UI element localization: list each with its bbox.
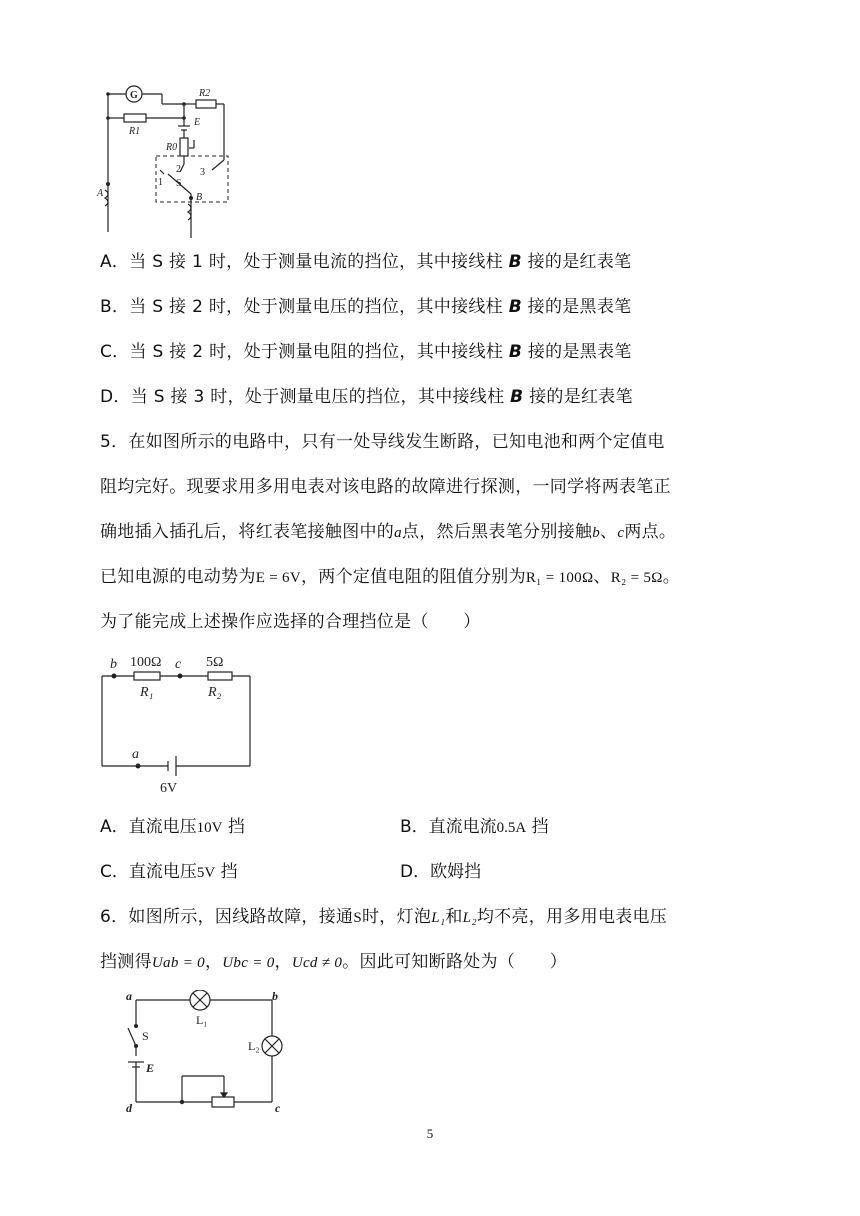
node-b-label: b: [110, 657, 117, 672]
q5-option-a: A．直流电压10V 挡: [100, 817, 245, 837]
terminal-b-label: B: [196, 192, 203, 203]
node-d-label: d: [126, 1101, 132, 1112]
q5-stem-line2: 阻均完好。现要求用多用电表对该电路的故障进行探测，一同学将两表笔正: [100, 477, 671, 497]
r1-label: R1: [129, 126, 141, 137]
switch-s-label: S: [176, 178, 182, 189]
contact-2-label: 2: [176, 164, 181, 175]
q6-stem-line1: 6．如图所示，因线路故障，接通S时，灯泡L₁和L₂均不亮，用多用电表电压: [100, 907, 668, 927]
contact-3-label: 3: [200, 167, 205, 178]
r0-label: R0: [166, 142, 178, 153]
q5-option-d: D．欧姆挡: [400, 862, 482, 882]
page-number: 5: [426, 1126, 434, 1141]
q6-stem-line2: 挡测得Uab = 0，Ubc = 0，Ucd ≠ 0。因此可知断路处为（ ）: [100, 952, 568, 972]
r2-label: R₂: [208, 685, 222, 700]
r2-value-label: 5Ω: [206, 655, 224, 670]
q5-stem-line5: 为了能完成上述操作应选择的合理挡位是（ ）: [100, 612, 481, 632]
r1-value-label: 100Ω: [130, 655, 162, 670]
battery-e-label: E: [146, 1061, 155, 1075]
r1-label: R₁: [140, 685, 154, 700]
lamp-l1-label: L₁: [196, 1013, 208, 1027]
series-circuit-figure: [96, 650, 258, 800]
lamp-circuit-figure: [124, 990, 292, 1112]
q5-stem-line4: 已知电源的电动势为E = 6V，两个定值电阻的阻值分别为R₁ = 100Ω、R₂ = 5Ω。: [100, 567, 680, 587]
node-c-label: c: [275, 1101, 281, 1112]
node-b-label: b: [272, 990, 278, 1003]
r2-label: R2: [199, 88, 211, 99]
node-c-label: c: [175, 657, 182, 672]
q4-option-c: C．当 S 接 2 时，处于测量电阻的挡位，其中接线柱 B 接的是黑表笔: [100, 342, 632, 362]
q4-option-b: B．当 S 接 2 时，处于测量电压的挡位，其中接线柱 B 接的是黑表笔: [100, 297, 632, 317]
emf-label: 6V: [160, 781, 178, 796]
terminal-a-label: A: [97, 188, 104, 199]
node-a-label: a: [132, 747, 139, 762]
q5-option-b: B．直流电流0.5A 挡: [400, 817, 549, 837]
q5-option-c: C．直流电压5V 挡: [100, 862, 238, 882]
multimeter-circuit-figure: [96, 82, 246, 238]
q5-stem-line3: 确地插入插孔后，将红表笔接触图中的a点，然后黑表笔分别接触b、c两点。: [100, 522, 677, 542]
switch-s-label: S: [142, 1029, 149, 1043]
q4-option-d: D．当 S 接 3 时，处于测量电压的挡位，其中接线柱 B 接的是红表笔: [100, 387, 633, 407]
e-label: E: [194, 117, 201, 128]
lamp-l2-label: L₂: [248, 1039, 260, 1053]
q4-option-a: A．当 S 接 1 时，处于测量电流的挡位，其中接线柱 B 接的是红表笔: [100, 252, 632, 272]
node-a-label: a: [126, 990, 132, 1003]
galvanometer-label: G: [130, 90, 138, 101]
q5-stem-line1: 5．在如图所示的电路中，只有一处导线发生断路，已知电池和两个定值电: [100, 432, 665, 452]
contact-1-label: 1: [158, 177, 163, 188]
